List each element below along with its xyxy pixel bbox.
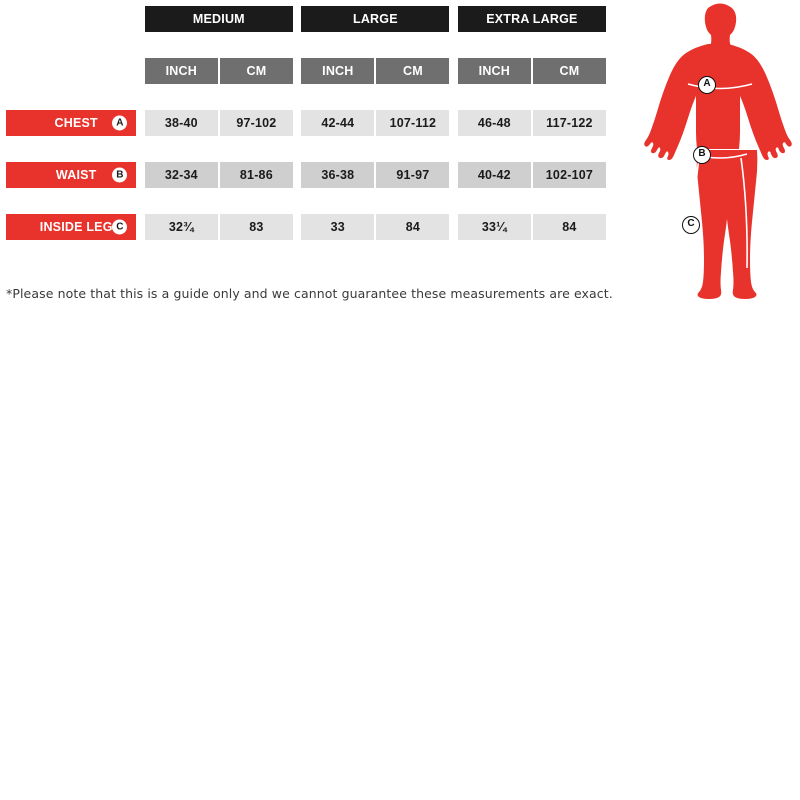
cell-inside-leg-medium-cm: 83 [219,214,293,240]
footnote: *Please note that this is a guide only and we cannot guarantee these measurements are exact. [6,286,613,301]
cell-chest-xl-cm: 117-122 [532,110,606,136]
gap [449,162,457,188]
body-figure [640,0,800,310]
cell-inside-leg-xl-cm: 84 [532,214,606,240]
separator-cell [6,84,606,110]
cell-chest-medium-inch: 38-40 [145,110,219,136]
gap [449,110,457,136]
table-row [6,110,606,136]
row-label-text: CHEST [54,116,98,130]
row-separator [6,84,606,110]
unit-header-large-cm: CM [375,58,449,84]
row-label-waist [6,162,136,188]
cell-waist-large-cm: 91-97 [375,162,449,188]
group-header-large: LARGE [301,6,449,32]
row-separator [6,32,606,58]
size-chart [6,6,606,240]
unit-header-xl-cm: CM [532,58,606,84]
body-figure-svg [640,0,800,310]
corner-spacer [6,58,136,84]
figure-badge-c-icon: C [682,216,700,234]
separator-cell [6,136,606,162]
badge-a-icon: A [112,116,127,131]
table-row [6,162,606,188]
row-separator [6,188,606,214]
size-chart-table [6,6,606,240]
unit-header-xl-inch: INCH [458,58,532,84]
cell-chest-large-cm: 107-112 [375,110,449,136]
unit-header-medium-cm: CM [219,58,293,84]
row-label-inside-leg [6,214,136,240]
cell-waist-medium-cm: 81-86 [219,162,293,188]
unit-header-row [6,58,606,84]
cell-inside-leg-large-inch: 33 [301,214,375,240]
figure-badge-b-icon: B [693,146,711,164]
gap [136,162,144,188]
gap [449,58,457,84]
cell-waist-xl-cm: 102-107 [532,162,606,188]
gap [293,110,301,136]
gap [293,6,301,32]
gap [293,162,301,188]
cell-chest-xl-inch: 46-48 [458,110,532,136]
gap [293,58,301,84]
corner-spacer [6,6,136,32]
cell-waist-medium-inch: 32-34 [145,162,219,188]
cell-chest-large-inch: 42-44 [301,110,375,136]
separator-cell [6,188,606,214]
table-row [6,214,606,240]
cell-waist-xl-inch: 40-42 [458,162,532,188]
row-label-chest [6,110,136,136]
gap [449,6,457,32]
gap [136,214,144,240]
row-separator [6,136,606,162]
figure-badge-a-icon: A [698,76,716,94]
cell-chest-medium-cm: 97-102 [219,110,293,136]
group-header-extra-large: EXTRA LARGE [458,6,606,32]
group-header-medium: MEDIUM [145,6,293,32]
badge-b-icon: B [112,168,127,183]
row-label-text: WAIST [55,168,97,182]
row-label-text: INSIDE LEG [39,220,113,234]
gap [136,110,144,136]
group-header-row [6,6,606,32]
cell-inside-leg-xl-inch: 33¼ [458,214,532,240]
cell-inside-leg-large-cm: 84 [375,214,449,240]
badge-c-icon: C [112,220,127,235]
cell-inside-leg-medium-inch: 32¾ [145,214,219,240]
gap [293,214,301,240]
unit-header-medium-inch: INCH [145,58,219,84]
gap [136,58,144,84]
gap [136,6,144,32]
body-silhouette [644,4,792,300]
separator-cell [6,32,606,58]
unit-header-large-inch: INCH [301,58,375,84]
cell-waist-large-inch: 36-38 [301,162,375,188]
gap [449,214,457,240]
